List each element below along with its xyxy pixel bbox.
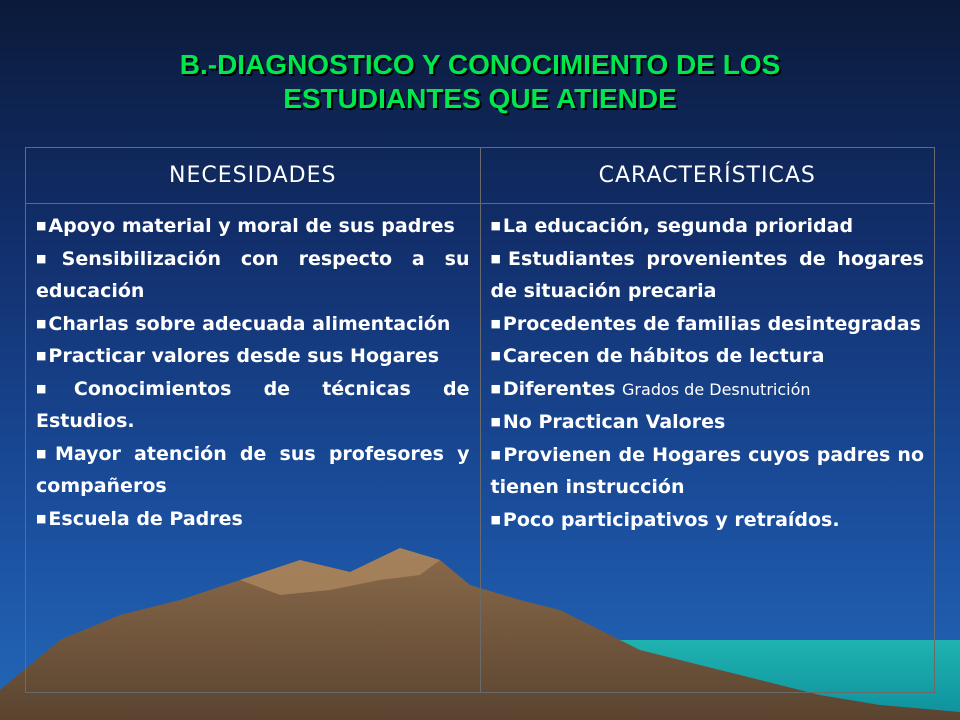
necesidad-item xyxy=(36,438,470,503)
bullet-icon: ■ xyxy=(36,511,47,525)
necesidad-item xyxy=(36,308,470,341)
necesidad-item xyxy=(36,340,470,373)
caracteristica-item-text: Diferentes xyxy=(502,377,623,400)
necesidad-item xyxy=(36,373,470,438)
necesidad-item-text: Practicar valores desde sus Hogares xyxy=(48,345,440,367)
bullet-icon: ■ xyxy=(490,219,501,232)
caracteristica-item-text: Provienen de Hogares cuyos padres no tienen instrucción xyxy=(490,443,924,498)
necesidad-item-text: Sensibilización con respecto a su educación xyxy=(36,247,470,302)
header-caracteristicas: CARACTERÍSTICAS xyxy=(480,148,935,204)
caracteristica-item-text: Poco participativos y retraídos. xyxy=(502,508,840,531)
table-header-row xyxy=(26,148,935,204)
necesidad-item xyxy=(36,503,470,536)
bullet-icon: ■ xyxy=(490,447,502,461)
necesidad-item-text: Charlas sobre adecuada alimentación xyxy=(48,312,451,335)
table-body-row xyxy=(26,204,935,693)
necesidad-item-text: Escuela de Padres xyxy=(48,507,243,530)
caracteristica-item xyxy=(491,210,925,243)
caracteristicas-cell xyxy=(480,204,935,693)
bullet-icon: ■ xyxy=(36,316,47,330)
caracteristica-item xyxy=(491,373,925,407)
necesidad-item xyxy=(36,210,470,243)
title-line-2: ESTUDIANTES QUE ATIENDE xyxy=(283,83,677,114)
necesidad-item-text: Conocimientos de técnicas de Estudios. xyxy=(36,377,470,432)
caracteristica-item xyxy=(491,243,925,308)
caracteristica-item xyxy=(491,308,925,341)
bullet-icon: ■ xyxy=(36,219,47,232)
caracteristica-item xyxy=(491,439,925,504)
bullet-icon: ■ xyxy=(36,381,72,395)
caracteristica-item-text: Procedentes de familias desintegradas xyxy=(502,312,921,335)
header-necesidades: NECESIDADES xyxy=(26,148,481,204)
caracteristica-item-small-text: Grados de Desnutrición xyxy=(622,379,811,399)
necesidad-item-text: Apoyo material y moral de sus padres xyxy=(48,215,455,237)
bullet-icon: ■ xyxy=(490,251,507,265)
bullet-icon: ■ xyxy=(36,446,53,460)
bullet-icon: ■ xyxy=(490,316,501,330)
bullet-icon: ■ xyxy=(36,251,60,265)
caracteristicas-list xyxy=(491,210,925,536)
necesidad-item-text: Mayor atención de sus profesores y compañeros xyxy=(36,442,470,497)
caracteristica-item xyxy=(491,406,925,439)
necesidad-item xyxy=(36,243,470,308)
caracteristica-item-text: No Practican Valores xyxy=(502,411,726,433)
bullet-icon: ■ xyxy=(490,349,501,362)
bullet-icon: ■ xyxy=(490,381,501,395)
necesidades-list xyxy=(36,210,470,535)
bullet-icon: ■ xyxy=(490,415,501,428)
caracteristica-item xyxy=(491,340,925,373)
caracteristica-item-text: Carecen de hábitos de lectura xyxy=(502,345,825,367)
caracteristica-item-text: La educación, segunda prioridad xyxy=(502,215,854,237)
caracteristica-item-text: Estudiantes provenientes de hogares de situación precaria xyxy=(490,247,924,302)
needs-characteristics-table xyxy=(25,147,935,693)
caracteristica-item xyxy=(491,504,925,537)
bullet-icon: ■ xyxy=(490,512,501,526)
bullet-icon: ■ xyxy=(36,349,47,362)
necesidades-cell xyxy=(26,204,481,693)
title-line-1: B.-DIAGNOSTICO Y CONOCIMIENTO DE LOS xyxy=(179,49,781,80)
slide-title xyxy=(60,48,900,116)
